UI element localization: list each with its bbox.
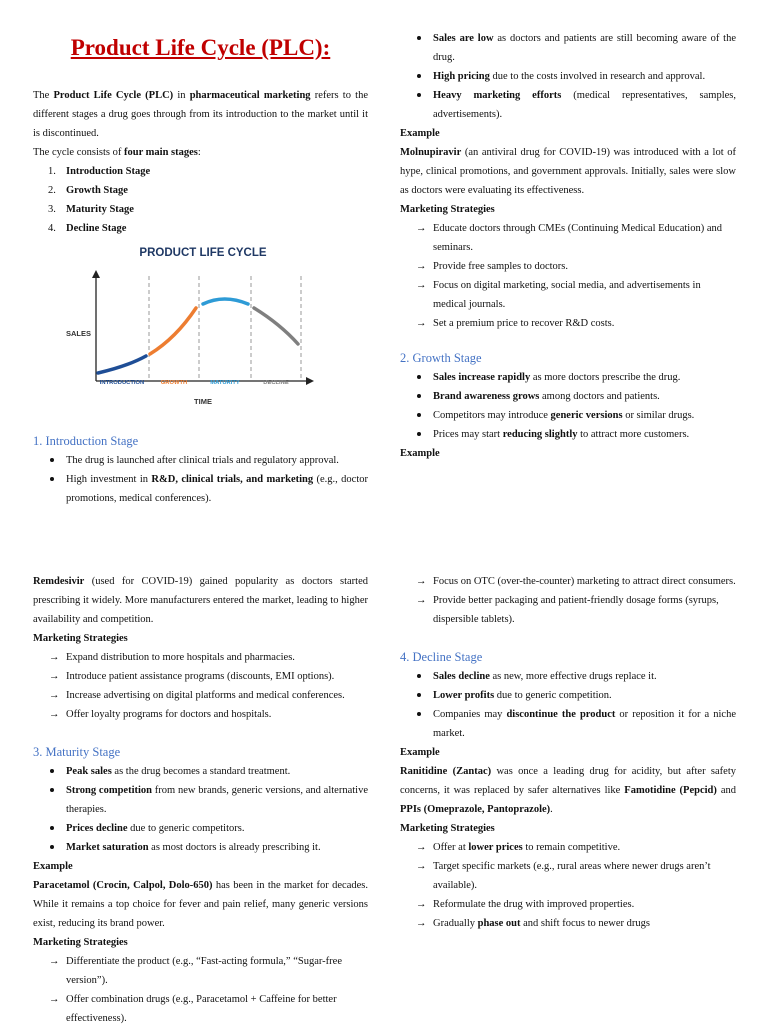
introduction-stage-section [33, 432, 368, 508]
list-item: 4. Decline Stage [48, 223, 127, 234]
decline-bullets [400, 667, 736, 743]
arrow-icon: → [416, 861, 427, 872]
introduction-stage-heading: 1. Introduction Stage [33, 434, 139, 448]
list-item: → Offer loyalty programs for doctors and hospitals. [33, 705, 368, 724]
arrow-icon: → [416, 318, 427, 329]
list-item: Competitors may introduce generic versions or similar drugs. [400, 406, 736, 425]
list-item: High pricing due to the costs involved in research and approval. [400, 67, 736, 86]
arrow-icon: → [416, 899, 427, 910]
arrow-icon: → [416, 842, 427, 853]
example-paragraph: Molnupiravir (an antiviral drug for COVID-19) was introduced with a lot of hype, clinical promotions, and government approvals. Initially, sales were slow as doctors were evaluating its effectiveness. [400, 147, 736, 196]
list-item: → Offer at lower prices to remain competitive. [400, 838, 736, 857]
list-item: → Educate doctors through CMEs (Continuing Medical Education) and seminars. [400, 219, 736, 257]
example-label: Example [33, 861, 73, 872]
list-item: 1. Introduction Stage [48, 166, 151, 177]
marketing-strategies-label: Marketing Strategies [400, 204, 495, 215]
growth-stage-heading: 2. Growth Stage [400, 351, 482, 365]
example-paragraph: Paracetamol (Crocin, Calpol, Dolo-650) has been in the market for decades. While it remains a top choice for fever and pain relief, many generic versions exist, reducing its brand power. [33, 880, 368, 929]
list-item: → Expand distribution to more hospitals and pharmacies. [33, 648, 368, 667]
marketing-strategies-label: Marketing Strategies [33, 937, 128, 948]
introduction-bullets-continued [400, 29, 736, 124]
list-item: → Focus on digital marketing, social media, and advertisements in medical journals. [400, 276, 736, 314]
list-item: Peak sales as the drug becomes a standard treatment. [33, 762, 368, 781]
page-gap [0, 540, 768, 556]
list-item: The drug is launched after clinical trials and regulatory approval. [33, 451, 368, 470]
list-item: → Gradually phase out and shift focus to newer drugs [400, 914, 736, 933]
list-item: → Provide free samples to doctors. [400, 257, 736, 276]
example-label: Example [400, 747, 440, 758]
example-label: Example [400, 128, 440, 139]
growth-curve [150, 308, 196, 354]
list-item: → Provide better packaging and patient-friendly dosage forms (syrups, dispersible tablets). [400, 591, 736, 629]
arrow-icon: → [49, 652, 60, 663]
arrow-icon: → [416, 595, 427, 606]
document-page-2 [0, 556, 768, 1024]
left-column-page1 [33, 86, 368, 238]
decline-curve [254, 308, 298, 344]
list-item: → Set a premium price to recover R&D costs. [400, 314, 736, 333]
intro-paragraph: The Product Life Cycle (PLC) in pharmaceutical marketing refers to the different stages a drug goes through from its introduction to the market until it is discontinued. [33, 90, 368, 139]
list-item: → Increase advertising on digital platforms and medical conferences. [33, 686, 368, 705]
example-paragraph: Remdesivir (used for COVID-19) gained popularity as doctors started prescribing it widely. More manufacturers entered the market, leading to higher availability and competition. [33, 576, 368, 625]
list-item: → Introduce patient assistance programs (discounts, EMI options). [33, 667, 368, 686]
marketing-strategies-label: Marketing Strategies [400, 823, 495, 834]
document-title: Product Life Cycle (PLC): [70, 35, 331, 60]
figure-heading: PRODUCT LIFE CYCLE [139, 247, 267, 259]
marketing-strategies-label: Marketing Strategies [33, 633, 128, 644]
introduction-bullets [33, 451, 368, 508]
arrow-icon: → [49, 690, 60, 701]
list-item: → Differentiate the product (e.g., “Fast-acting formula,” “Sugar-free version”). [33, 952, 368, 990]
list-item: → Reformulate the drug with improved properties. [400, 895, 736, 914]
list-item: → Offer combination drugs (e.g., Paracetamol + Caffeine for better effectiveness). [33, 990, 368, 1028]
phase-label-decline: DECLINE [263, 380, 289, 386]
maturity-stage-heading: 3. Maturity Stage [33, 745, 121, 759]
arrow-icon: → [416, 280, 427, 291]
introduction-strategies [400, 219, 736, 333]
stages-intro-line: The cycle consists of four main stages: [33, 147, 201, 158]
arrow-icon: → [416, 918, 427, 929]
arrow-icon: → [49, 709, 60, 720]
list-item: → Focus on OTC (over-the-counter) marketing to attract direct consumers. [400, 572, 736, 591]
list-item: 3. Maturity Stage [48, 204, 134, 215]
growth-strategies [33, 648, 368, 724]
maturity-strategies [33, 952, 368, 1028]
phase-label-growth: GROWTH [160, 380, 188, 386]
maturity-curve [203, 299, 248, 304]
phase-label-maturity: MATURITY [210, 380, 240, 386]
list-item: Lower profits due to generic competition. [400, 686, 736, 705]
list-item: Sales increase rapidly as more doctors prescribe the drug. [400, 368, 736, 387]
growth-bullets [400, 368, 736, 444]
list-item: → Target specific markets (e.g., rural areas where newer drugs aren’t available). [400, 857, 736, 895]
right-column-page2 [400, 572, 736, 933]
list-item: Sales decline as new, more effective drugs replace it. [400, 667, 736, 686]
list-item: Heavy marketing efforts (medical representatives, samples, advertisements). [400, 86, 736, 124]
arrow-icon: → [416, 261, 427, 272]
phase-label-introduction: INTRODUCTION [99, 380, 145, 386]
maturity-strategies-continued [400, 572, 736, 629]
right-column-page1 [400, 29, 736, 463]
product-life-cycle-figure [58, 238, 348, 418]
example-label: Example [400, 448, 440, 459]
list-item: Market saturation as most doctors is already prescribing it. [33, 838, 368, 857]
maturity-bullets [33, 762, 368, 857]
list-item: Sales are low as doctors and patients are still becoming aware of the drug. [400, 29, 736, 67]
arrow-icon: → [49, 956, 60, 967]
list-item: Strong competition from new brands, generic versions, and alternative therapies. [33, 781, 368, 819]
list-item: Prices may start reducing slightly to attract more customers. [400, 425, 736, 444]
figure-x-label: TIME [194, 397, 212, 406]
arrow-icon: → [416, 223, 427, 234]
example-paragraph: Ranitidine (Zantac) was once a leading drug for acidity, but after safety concerns, it was replaced by safer alternatives like Famotidine (Pepcid) and PPIs (Omeprazole, Pantoprazole). [400, 766, 736, 815]
list-item: Companies may discontinue the product or reposition it for a niche market. [400, 705, 736, 743]
arrow-icon: → [416, 576, 427, 587]
arrow-icon: → [49, 994, 60, 1005]
stages-list [33, 162, 368, 238]
left-column-page2 [33, 572, 368, 1028]
figure-y-label: SALES [66, 329, 92, 338]
list-item: Brand awareness grows among doctors and patients. [400, 387, 736, 406]
y-axis-arrowhead [92, 270, 100, 278]
introduction-curve [98, 356, 146, 373]
x-axis-arrowhead [306, 377, 314, 385]
list-item: Prices decline due to generic competitors. [33, 819, 368, 838]
arrow-icon: → [49, 671, 60, 682]
list-item: 2. Growth Stage [48, 185, 128, 196]
decline-strategies [400, 838, 736, 933]
list-item: High investment in R&D, clinical trials, and marketing (e.g., doctor promotions, medical conferences). [33, 470, 368, 508]
decline-stage-heading: 4. Decline Stage [400, 650, 483, 664]
